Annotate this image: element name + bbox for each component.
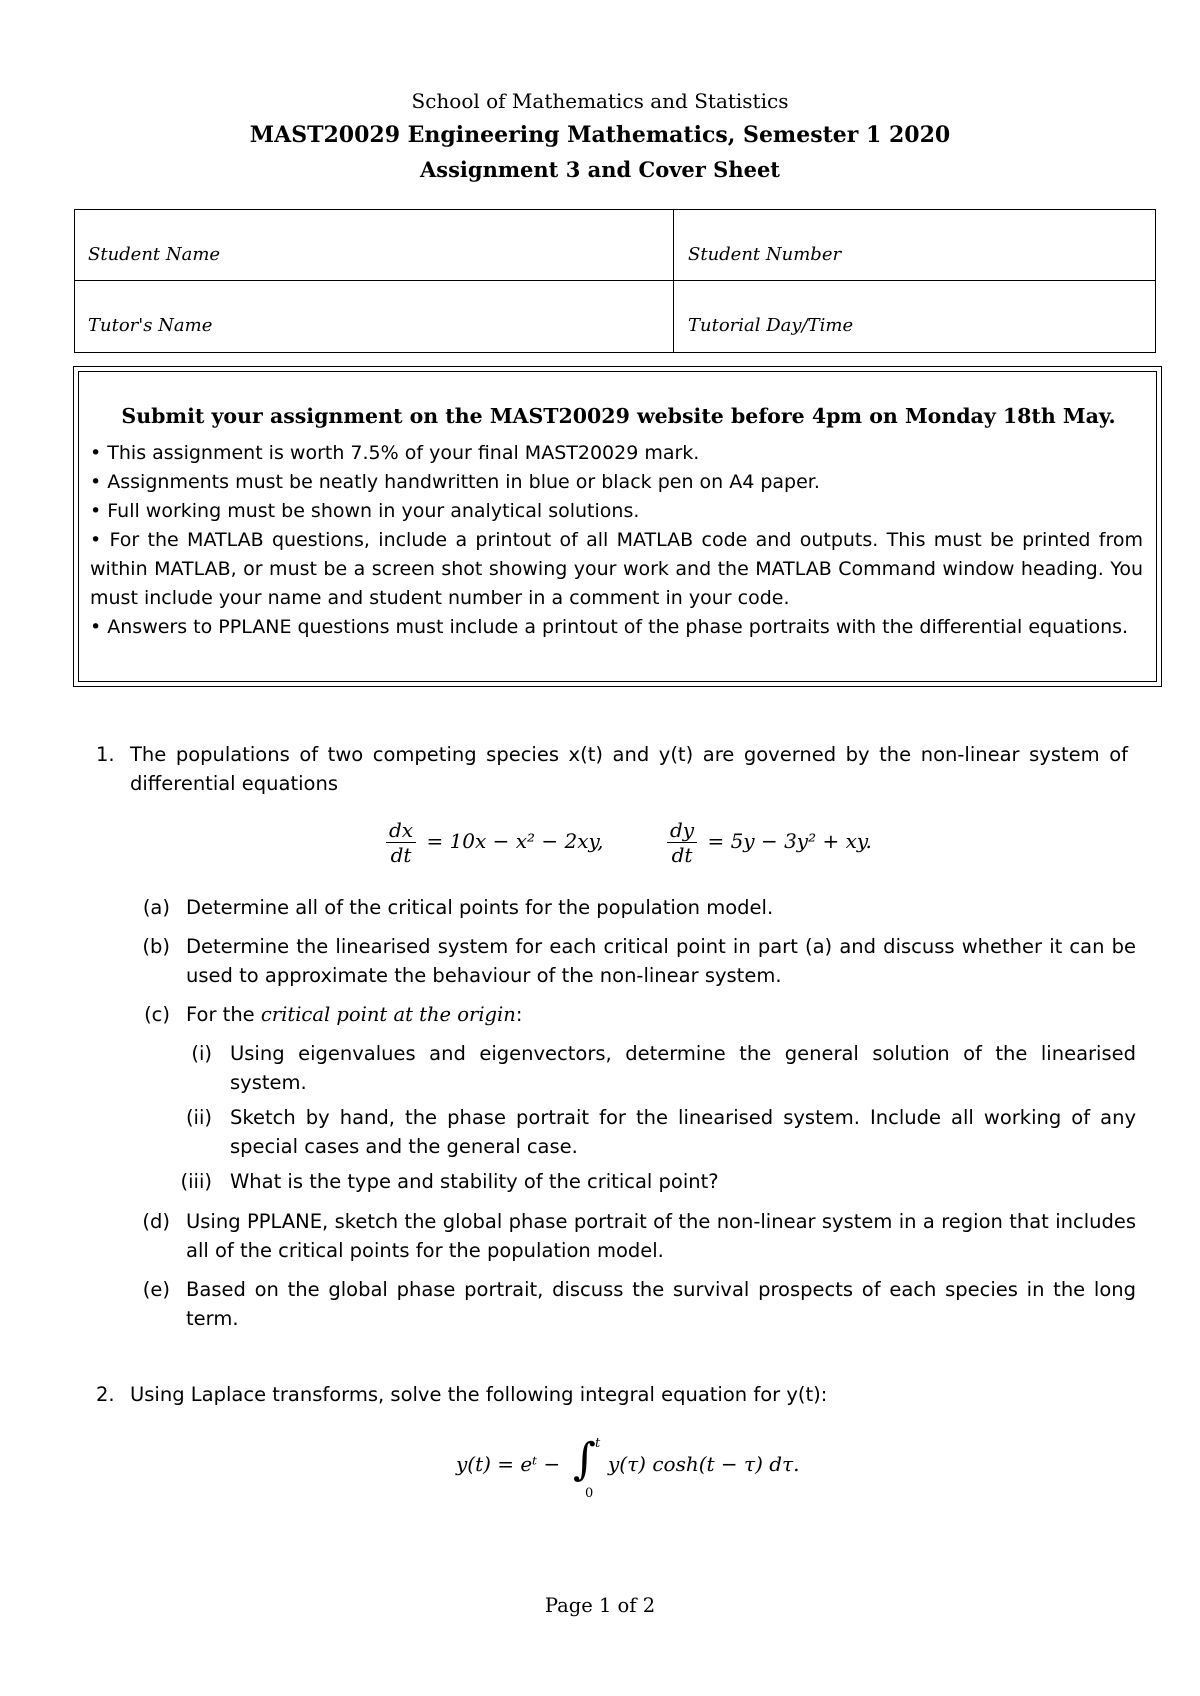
list-item: • Assignments must be neatly handwritten in blue or black pen on A4 paper.: [90, 471, 820, 493]
cover-sheet-table: [74, 209, 1156, 353]
student-number-field[interactable]: Student Number: [688, 244, 842, 265]
question-number: 1.: [96, 743, 115, 766]
list-item: • For the MATLAB questions, include a printout of all MATLAB code and outputs. This must be printed from within MATLAB, or must be a screen shot showing your work and the MATLAB Command window heading. You must include your name and student number in a comment in your code.: [90, 529, 1143, 609]
list-item: • This assignment is worth 7.5% of your final MAST20029 mark.: [90, 442, 700, 464]
student-name-field[interactable]: Student Name: [88, 244, 221, 265]
list-item: • Answers to PPLANE questions must include a printout of the phase portraits with the differential equations.: [90, 616, 1129, 638]
question-number: 2.: [96, 1383, 115, 1406]
q2-equation: y(t) = eᵗ − ∫ t 0 y(τ) cosh(t − τ) dτ.: [456, 1434, 800, 1501]
instructions-list: [90, 439, 1143, 642]
school-name: School of Mathematics and Statistics: [411, 89, 789, 113]
instructions-box: [73, 366, 1162, 687]
tutorial-time-field[interactable]: Tutorial Day/Time: [688, 315, 854, 336]
submission-deadline: Submit your assignment on the MAST20029 website before 4pm on Monday 18th May.: [121, 404, 1116, 428]
assignment-title: Assignment 3 and Cover Sheet: [419, 157, 781, 182]
question-text: The populations of two competing species x(t) and y(t) are governed by the non-linear system of differential equations: [130, 743, 1128, 795]
page-number: Page 1 of 2: [544, 1594, 656, 1617]
question-text: Using Laplace transforms, solve the following integral equation for y(t):: [130, 1383, 828, 1406]
course-title: MAST20029 Engineering Mathematics, Semester 1 2020: [249, 122, 951, 148]
tutor-name-field[interactable]: Tutor's Name: [88, 315, 213, 336]
list-item: • Full working must be shown in your analytical solutions.: [90, 500, 640, 522]
